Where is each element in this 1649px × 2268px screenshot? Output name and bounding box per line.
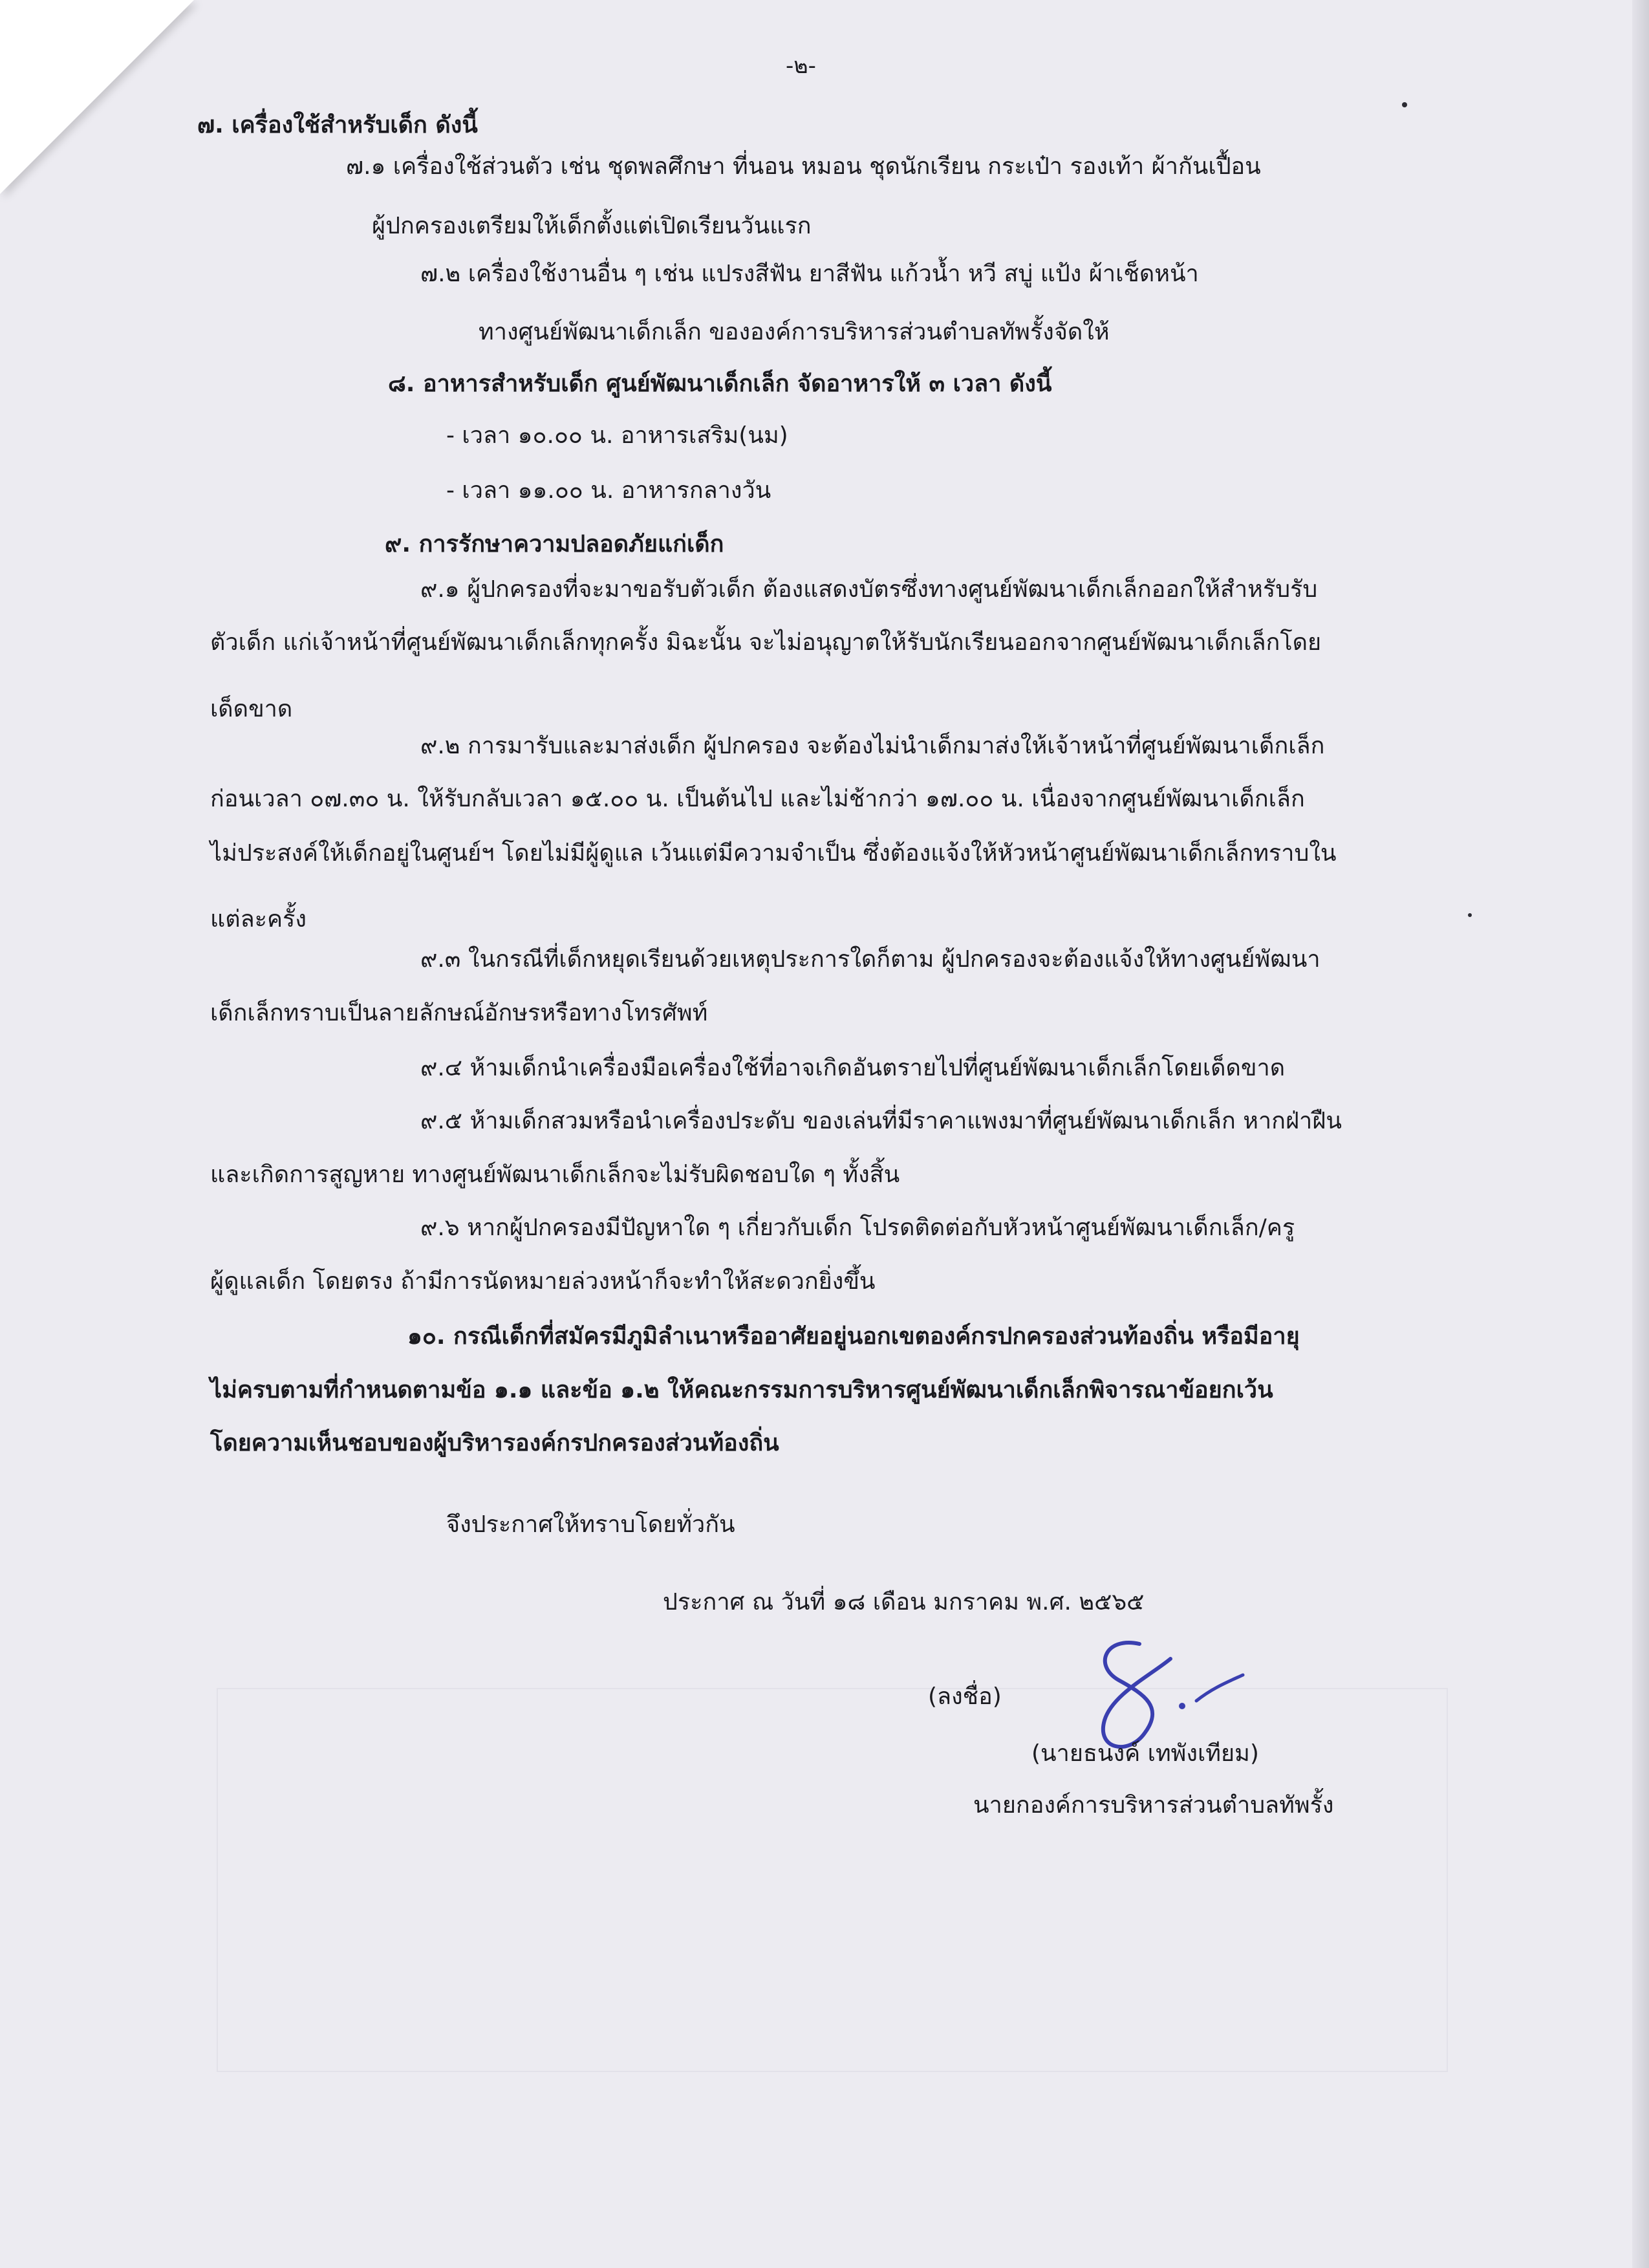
section-7-1-line-2: ผู้ปกครองเตรียมให้เด็กตั้งแต่เปิดเรียนวันแรก bbox=[372, 213, 812, 239]
section-9-6-line-2: ผู้ดูแลเด็ก โดยตรง ถ้ามีการนัดหมายล่วงหน้าก็จะทำให้สะดวกยิ่งขึ้น bbox=[210, 1268, 876, 1295]
section-10-line-3: โดยความเห็นชอบของผู้บริหารองค์กรปกครองส่วนท้องถิ่น bbox=[210, 1430, 779, 1456]
section-8-heading: ๘. อาหารสำหรับเด็ก ศูนย์พัฒนาเด็กเล็ก จัดอาหารให้ ๓ เวลา ดังนี้ bbox=[388, 371, 1052, 397]
signer-name: (นายธนงค์ เทพังเทียม) bbox=[1031, 1740, 1259, 1767]
section-10-line-2: ไม่ครบตามที่กำหนดตามข้อ ๑.๑ และข้อ ๑.๒ ให้คณะกรรมการบริหารศูนย์พัฒนาเด็กเล็กพิจารณาข้อยกเว้น bbox=[210, 1377, 1273, 1403]
section-9-5-line-1: ๙.๕ ห้ามเด็กสวมหรือนำเครื่องประดับ ของเล่นที่มีราคาแพงมาที่ศูนย์พัฒนาเด็กเล็ก หากฝ่าฝืน bbox=[420, 1108, 1342, 1134]
section-7-1-line-1: ๗.๑ เครื่องใช้ส่วนตัว เช่น ชุดพลศึกษา ที่นอน หมอน ชุดนักเรียน กระเป๋า รองเท้า ผ้ากันเปื้อน bbox=[346, 153, 1261, 180]
section-9-2-line-1: ๙.๒ การมารับและมาส่งเด็ก ผู้ปกครอง จะต้องไม่นำเด็กมาส่งให้เจ้าหน้าที่ศูนย์พัฒนาเด็กเล็ก bbox=[420, 733, 1325, 759]
page-edge bbox=[1632, 0, 1649, 2268]
section-9-1-line-3: เด็ดขาด bbox=[210, 696, 293, 722]
section-9-1-line-2: ตัวเด็ก แก่เจ้าหน้าที่ศูนย์พัฒนาเด็กเล็กทุกครั้ง มิฉะนั้น จะไม่อนุญาตให้รับนักเรียนออกจากศูนย์พัฒนาเด็กเล็กโดย bbox=[210, 629, 1322, 656]
section-9-6-line-1: ๙.๖ หากผู้ปกครองมีปัญหาใด ๆ เกี่ยวกับเด็ก โปรดติดต่อกับหัวหน้าศูนย์พัฒนาเด็กเล็ก/ครู bbox=[420, 1215, 1295, 1241]
section-9-3-line-1: ๙.๓ ในกรณีที่เด็กหยุดเรียนด้วยเหตุประการใดก็ตาม ผู้ปกครองจะต้องแจ้งให้ทางศูนย์พัฒนา bbox=[420, 946, 1320, 973]
section-9-2-line-4: แต่ละครั้ง bbox=[210, 906, 307, 933]
section-9-1-line-1: ๙.๑ ผู้ปกครองที่จะมาขอรับตัวเด็ก ต้องแสดงบัตรซึ่งทางศูนย์พัฒนาเด็กเล็กออกให้สำหรับรับ bbox=[420, 576, 1318, 603]
section-9-4-line-1: ๙.๔ ห้ามเด็กนำเครื่องมือเครื่องใช้ที่อาจเกิดอันตรายไปที่ศูนย์พัฒนาเด็กเล็กโดยเด็ดขาด bbox=[420, 1055, 1286, 1081]
section-10-line-1: ๑๐. กรณีเด็กที่สมัครมีภูมิลำเนาหรืออาศัยอยู่นอกเขตองค์กรปกครองส่วนท้องถิ่น หรือมีอายุ bbox=[407, 1323, 1300, 1350]
closing-statement: จึงประกาศให้ทราบโดยทั่วกัน bbox=[446, 1511, 735, 1538]
section-9-heading: ๙. การรักษาความปลอดภัยแก่เด็ก bbox=[385, 531, 724, 557]
speck bbox=[1468, 913, 1472, 917]
bleed-through-table bbox=[217, 1688, 1448, 2072]
speck bbox=[1402, 102, 1407, 107]
announcement-date: ประกาศ ณ วันที่ ๑๘ เดือน มกราคม พ.ศ. ๒๕๖๕ bbox=[663, 1589, 1145, 1615]
section-7-2-line-1: ๗.๒ เครื่องใช้งานอื่น ๆ เช่น แปรงสีฟัน ยาสีฟัน แก้วน้ำ หวี สบู่ แป้ง ผ้าเช็ดหน้า bbox=[420, 261, 1199, 287]
section-9-3-line-2: เด็กเล็กทราบเป็นลายลักษณ์อักษรหรือทางโทรศัพท์ bbox=[210, 1000, 708, 1026]
folded-corner bbox=[0, 0, 194, 194]
section-8-time-2: - เวลา ๑๑.๐๐ น. อาหารกลางวัน bbox=[446, 477, 771, 504]
signature-label: (ลงชื่อ) bbox=[928, 1683, 1002, 1710]
section-9-2-line-3: ไม่ประสงค์ให้เด็กอยู่ในศูนย์ฯ โดยไม่มีผู้ดูแล เว้นแต่มีความจำเป็น ซึ่งต้องแจ้งให้หัวหน้าศูนย์พัฒนาเด็กเล็กทราบใน bbox=[210, 840, 1337, 867]
section-7-heading: ๗. เครื่องใช้สำหรับเด็ก ดังนี้ bbox=[197, 112, 478, 138]
section-9-5-line-2: และเกิดการสูญหาย ทางศูนย์พัฒนาเด็กเล็กจะไม่รับผิดชอบใด ๆ ทั้งสิ้น bbox=[210, 1161, 900, 1188]
page-number: -๒- bbox=[786, 53, 816, 79]
signer-position: นายกองค์การบริหารส่วนตำบลทัพรั้ง bbox=[973, 1792, 1334, 1819]
section-7-2-line-2: ทางศูนย์พัฒนาเด็กเล็ก ขององค์การบริหารส่วนตำบลทัพรั้งจัดให้ bbox=[479, 319, 1110, 345]
section-8-time-1: - เวลา ๑๐.๐๐ น. อาหารเสริม(นม) bbox=[446, 422, 788, 449]
section-9-2-line-2: ก่อนเวลา ๐๗.๓๐ น. ให้รับกลับเวลา ๑๕.๐๐ น. เป็นต้นไป และไม่ช้ากว่า ๑๗.๐๐ น. เนื่องจากศูนย์พัฒนาเด็กเล็ก bbox=[210, 786, 1305, 812]
